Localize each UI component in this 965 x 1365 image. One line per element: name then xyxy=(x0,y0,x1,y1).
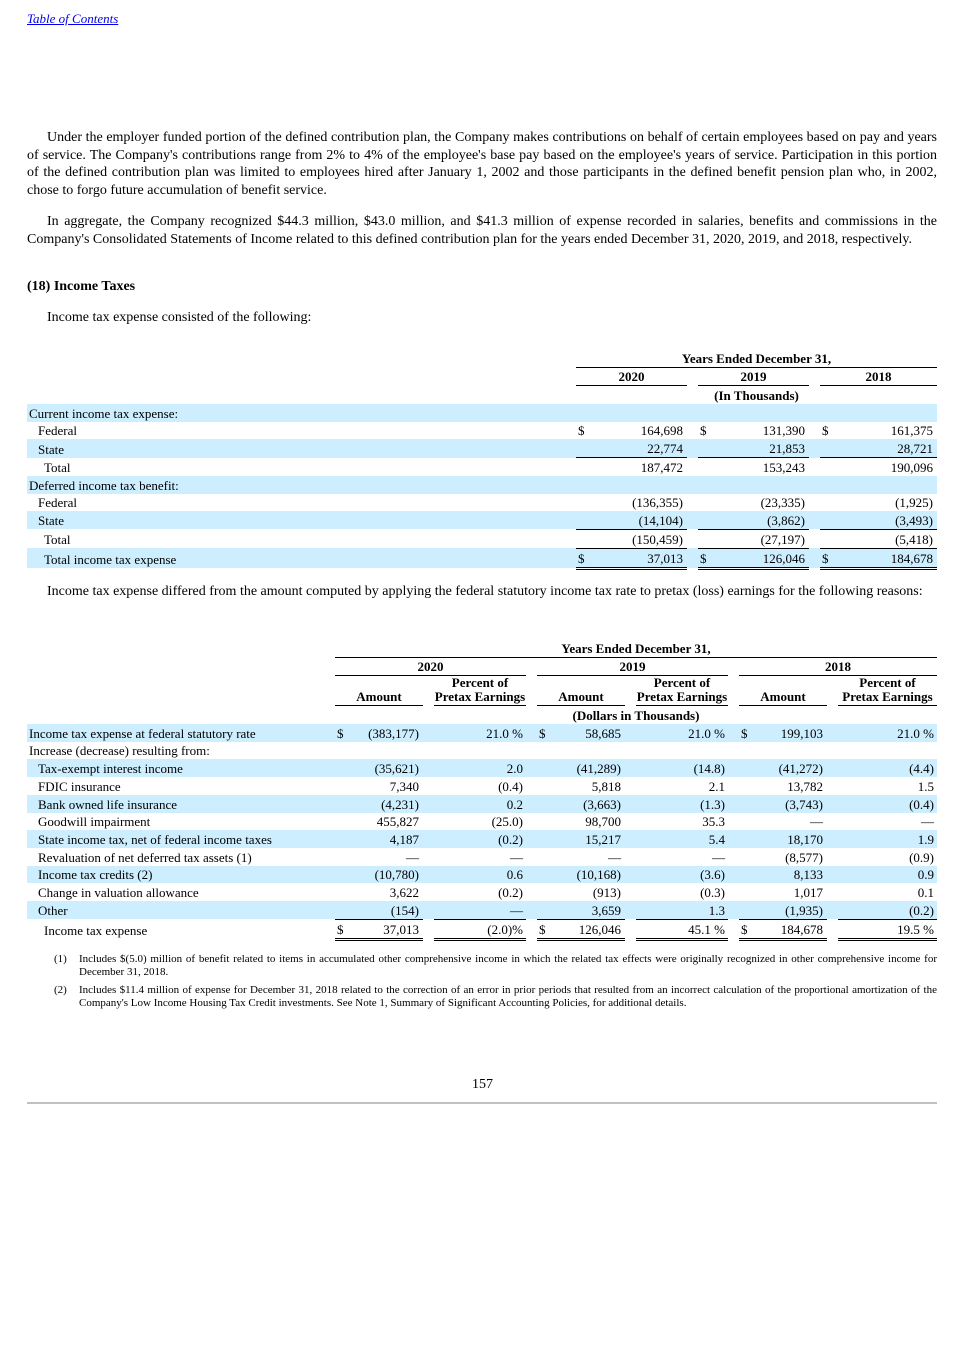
value-cell: 1.5 xyxy=(917,778,934,794)
table-header-row xyxy=(27,367,937,386)
value-cell: 164,698 xyxy=(640,423,683,439)
value-cell: 28,721 xyxy=(836,439,937,457)
dollar-sign: $ xyxy=(739,724,757,742)
dollar-sign: $ xyxy=(537,919,555,939)
value-cell: 35.3 xyxy=(702,814,725,830)
value-cell: (3,663) xyxy=(555,795,625,813)
units-label: (In Thousands) xyxy=(714,388,799,404)
row-label: Increase (decrease) resulting from: xyxy=(29,743,210,759)
value-cell: 45.1 % xyxy=(636,919,728,939)
value-cell: 15,217 xyxy=(555,830,625,848)
year-header: 2018 xyxy=(739,657,937,676)
table-row xyxy=(27,777,937,795)
value-cell: (8,577) xyxy=(785,849,823,865)
value-cell: (0.4) xyxy=(838,795,937,813)
table-row xyxy=(27,422,937,440)
table-row xyxy=(27,404,937,422)
row-label: Tax-exempt interest income xyxy=(27,759,335,777)
value-cell: (35,621) xyxy=(353,759,423,777)
footnote-2 xyxy=(27,984,937,1009)
footnote-text: Includes $11.4 million of expense for December 31, 2018 related to the correction of an error in prior periods that resulted from an incorrect calculation of the proportional amortization of the Company's Low Income Housing Tax Credit investments. See Note 1, Summary of Significant Accounting Policies, for additional details. xyxy=(79,984,937,1009)
value-cell: 0.9 xyxy=(838,866,937,884)
section-heading: (18) Income Taxes xyxy=(27,279,136,294)
value-cell: 4,187 xyxy=(353,830,423,848)
value-cell: (23,335) xyxy=(760,495,805,511)
value-cell: (0.2) xyxy=(498,884,523,900)
table-row xyxy=(27,458,937,476)
paragraph-text: In aggregate, the Company recognized $44.3 million, $43.0 million, and $41.3 million of expense recorded in salaries, benefits and commissions in the Company's Consolidated Statements of Income related to this defined contribution plan for the years ended December 31, 2020, 2019, and 2018, respectively. xyxy=(27,214,937,247)
value-cell: 2.1 xyxy=(708,778,725,794)
value-cell: 3,659 xyxy=(555,901,625,919)
row-label: Income tax credits (2) xyxy=(27,866,335,884)
paragraph-text: Income tax expense differed from the amount computed by applying the federal statutory income tax rate to pretax (loss) earnings for the following reasons: xyxy=(47,584,923,599)
value-cell: — xyxy=(712,849,725,865)
year-header: 2019 xyxy=(698,367,809,386)
table-row xyxy=(27,529,937,548)
row-label: Revaluation of net deferred tax assets (1) xyxy=(38,849,252,865)
row-label: Total xyxy=(44,532,71,548)
value-cell: (41,272) xyxy=(757,759,827,777)
value-cell: (0.9) xyxy=(909,849,934,865)
value-cell: (150,459) xyxy=(592,529,687,548)
footnote-1 xyxy=(27,953,937,978)
table-row xyxy=(27,548,937,568)
row-label: Federal xyxy=(38,495,77,511)
year-header: 2020 xyxy=(335,657,526,676)
table-row xyxy=(27,919,937,939)
value-cell: 1,017 xyxy=(793,884,823,900)
table-row xyxy=(27,866,937,884)
header-line: Percent of xyxy=(451,675,509,691)
value-cell: 21.0 % xyxy=(434,724,526,742)
value-cell: 161,375 xyxy=(890,423,933,439)
table-row xyxy=(27,439,937,457)
table-header-row xyxy=(27,657,937,676)
dollar-sign: $ xyxy=(820,548,836,568)
value-cell: (5,418) xyxy=(836,529,937,548)
header-line: Percent of xyxy=(859,675,916,691)
value-cell: (0.3) xyxy=(700,884,725,900)
table-row xyxy=(27,901,937,919)
row-label: Goodwill impairment xyxy=(38,814,151,830)
dollar-sign: $ xyxy=(537,724,555,742)
row-label: Total xyxy=(44,459,71,475)
row-label: Current income tax expense: xyxy=(27,404,576,422)
table-row xyxy=(27,759,937,777)
value-cell: 126,046 xyxy=(714,548,809,568)
column-group-header: Years Ended December 31, xyxy=(335,639,937,657)
value-cell: (3,743) xyxy=(757,795,827,813)
value-cell: — xyxy=(510,849,523,865)
row-label: Change in valuation allowance xyxy=(38,884,199,900)
column-header-amount: Amount xyxy=(537,676,625,706)
value-cell: 19.5 % xyxy=(838,919,937,939)
year-header: 2020 xyxy=(576,367,687,386)
table1-intro: Income tax expense consisted of the following: xyxy=(47,310,312,325)
value-cell: (4.4) xyxy=(838,759,937,777)
value-cell: — xyxy=(921,814,934,830)
year-header: 2018 xyxy=(820,367,937,386)
value-cell: (1,935) xyxy=(757,901,827,919)
value-cell: 1.9 xyxy=(838,830,937,848)
year-header: 2019 xyxy=(537,657,728,676)
value-cell: (1,925) xyxy=(895,495,933,511)
value-cell: 0.2 xyxy=(434,795,526,813)
value-cell: (10,168) xyxy=(555,866,625,884)
row-label: Federal xyxy=(38,423,77,439)
units-label: (Dollars in Thousands) xyxy=(572,708,700,724)
column-header-percent xyxy=(434,676,526,706)
row-label: State xyxy=(27,439,576,457)
row-label: FDIC insurance xyxy=(38,778,121,794)
value-cell: (27,197) xyxy=(714,529,809,548)
header-line: Percent of xyxy=(653,675,711,691)
row-label: Total income tax expense xyxy=(27,548,576,568)
table-row xyxy=(27,724,937,742)
value-cell: (25.0) xyxy=(491,814,523,830)
page-number: 157 xyxy=(472,1077,493,1092)
value-cell: 1.3 xyxy=(636,901,728,919)
column-header-amount: Amount xyxy=(335,676,423,706)
footnote-number: (2) xyxy=(54,984,67,996)
table-header-row xyxy=(27,639,937,657)
value-cell: 455,827 xyxy=(376,814,419,830)
value-cell: (14,104) xyxy=(592,511,687,529)
paragraph-text: Under the employer funded portion of the defined contribution plan, the Company makes contributions on behalf of certain employees based on pay and years of service. The Company's contributions range from 2% to 4% of the employee's base pay based on the employee's years of service. Participation in this portion of the defined contribution plan was limited to employees hired after January 1, 2002 and those participants in the defined benefit pension plan who, in 2002, chose to forgo future accumulation of benefit service. xyxy=(27,130,937,198)
table-row xyxy=(27,813,937,831)
header-line: Pretax Earnings xyxy=(842,689,933,705)
footnote-number: (1) xyxy=(54,953,67,965)
value-cell: (0.4) xyxy=(498,778,523,794)
value-cell: 0.1 xyxy=(917,884,934,900)
column-group-header: Years Ended December 31, xyxy=(576,349,937,367)
value-cell: 5,818 xyxy=(591,778,621,794)
dollar-sign: $ xyxy=(739,919,757,939)
value-cell: 153,243 xyxy=(762,459,805,475)
value-cell: 18,170 xyxy=(757,830,827,848)
paragraph-aggregate-expense xyxy=(27,213,937,248)
dollar-sign: $ xyxy=(335,724,353,742)
value-cell: — xyxy=(810,814,823,830)
value-cell: 21,853 xyxy=(714,439,809,457)
row-label: Bank owned life insurance xyxy=(27,795,335,813)
value-cell: (154) xyxy=(353,901,423,919)
row-label: Other xyxy=(27,901,335,919)
dollar-sign: $ xyxy=(698,548,714,568)
value-cell: — xyxy=(406,849,419,865)
value-cell: 131,390 xyxy=(762,423,805,439)
table-row xyxy=(27,848,937,866)
value-cell: 5.4 xyxy=(636,830,728,848)
value-cell: 199,103 xyxy=(757,724,827,742)
value-cell: 184,678 xyxy=(757,919,827,939)
paragraph-contribution-plan xyxy=(27,129,937,199)
value-cell: 22,774 xyxy=(592,439,687,457)
value-cell: (3,493) xyxy=(836,511,937,529)
table2-intro xyxy=(27,583,937,601)
table-header-row xyxy=(27,386,937,404)
page-divider xyxy=(27,1102,937,1104)
footnote-text: Includes $(5.0) million of benefit related to items in accumulated other comprehensive income in which the related tax effects were originally recognized in other comprehensive income for December 31, 2018. xyxy=(79,953,937,978)
column-header-amount: Amount xyxy=(739,676,827,706)
row-label: State xyxy=(27,511,576,529)
value-cell: 58,685 xyxy=(555,724,625,742)
table-header-row xyxy=(27,706,937,724)
value-cell: (913) xyxy=(592,884,621,900)
table-row xyxy=(27,883,937,901)
value-cell: (10,780) xyxy=(353,866,423,884)
value-cell: (4,231) xyxy=(353,795,423,813)
value-cell: 3,622 xyxy=(389,884,419,900)
value-cell: — xyxy=(434,901,526,919)
income-tax-expense-table xyxy=(27,349,937,570)
dollar-sign: $ xyxy=(822,423,829,439)
dollar-sign: $ xyxy=(335,919,353,939)
value-cell: 0.6 xyxy=(434,866,526,884)
row-label: Income tax expense at federal statutory rate xyxy=(27,724,335,742)
value-cell: 37,013 xyxy=(592,548,687,568)
table-row xyxy=(27,795,937,813)
table-row xyxy=(27,494,937,512)
value-cell: (3.6) xyxy=(636,866,728,884)
value-cell: (136,355) xyxy=(632,495,683,511)
value-cell: 184,678 xyxy=(836,548,937,568)
value-cell: (0.2) xyxy=(434,830,526,848)
value-cell: 190,096 xyxy=(890,459,933,475)
table-row xyxy=(27,476,937,494)
dollar-sign: $ xyxy=(576,548,592,568)
value-cell: 7,340 xyxy=(389,778,419,794)
value-cell: 8,133 xyxy=(757,866,827,884)
tax-rate-reconciliation-table xyxy=(27,639,937,941)
column-header-percent xyxy=(838,676,937,706)
header-line: Pretax Earnings xyxy=(636,689,728,705)
value-cell: 187,472 xyxy=(640,459,683,475)
value-cell: (383,177) xyxy=(353,724,423,742)
value-cell: 21.0 % xyxy=(838,724,937,742)
value-cell: — xyxy=(608,849,621,865)
table-row xyxy=(27,830,937,848)
row-label: Income tax expense xyxy=(44,923,148,939)
header-line: Pretax Earnings xyxy=(434,689,526,705)
column-header-percent xyxy=(636,676,728,706)
row-label: Deferred income tax benefit: xyxy=(27,476,576,494)
value-cell: (41,289) xyxy=(555,759,625,777)
dollar-sign: $ xyxy=(700,423,707,439)
table-of-contents-link[interactable]: Table of Contents xyxy=(27,11,119,26)
value-cell: 98,700 xyxy=(585,814,621,830)
value-cell: 126,046 xyxy=(555,919,625,939)
value-cell: (2.0)% xyxy=(434,919,526,939)
value-cell: 2.0 xyxy=(434,759,526,777)
value-cell: (1.3) xyxy=(636,795,728,813)
value-cell: (14.8) xyxy=(636,759,728,777)
value-cell: (0.2) xyxy=(838,901,937,919)
table-row xyxy=(27,511,937,529)
value-cell: 13,782 xyxy=(787,778,823,794)
dollar-sign: $ xyxy=(578,423,585,439)
row-label: State income tax, net of federal income taxes xyxy=(27,830,335,848)
value-cell: 21.0 % xyxy=(636,724,728,742)
table-header-row xyxy=(27,676,937,706)
table-row xyxy=(27,742,937,760)
value-cell: (3,862) xyxy=(714,511,809,529)
table-header-row xyxy=(27,349,937,367)
value-cell: 37,013 xyxy=(353,919,423,939)
